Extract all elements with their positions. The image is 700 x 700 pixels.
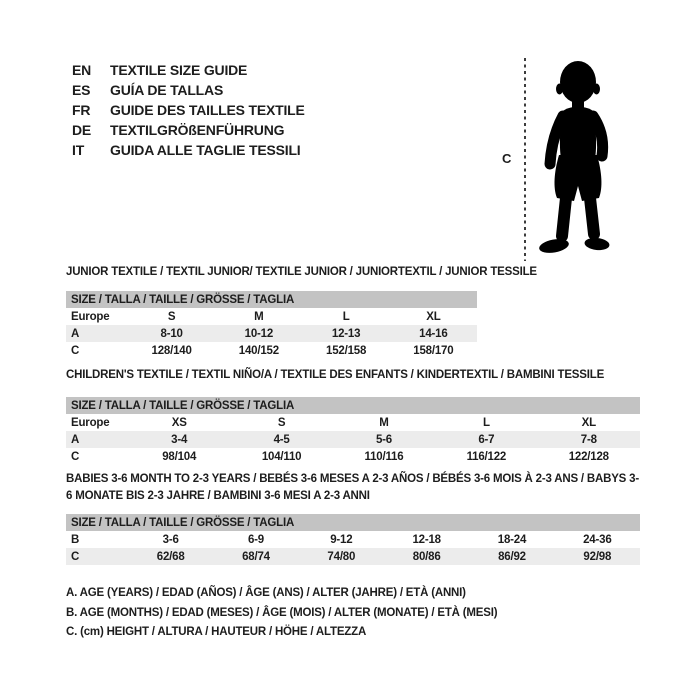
language-code: IT: [72, 142, 85, 158]
table-cell: XL: [581, 416, 596, 429]
table-cell: 18-24: [497, 533, 527, 546]
table-cell: 12-18: [412, 533, 441, 546]
language-row-it: [72, 140, 305, 160]
language-row-en: [72, 60, 305, 80]
table-cell: 80/86: [384, 548, 469, 565]
babies-size-table: [66, 514, 640, 565]
row-label: C: [66, 548, 128, 565]
row-label: Europe: [71, 416, 110, 429]
table-cell: 7-8: [538, 431, 640, 448]
table-row-europe: [66, 308, 477, 325]
note-c: C. (cm) HEIGHT / ALTURA / HAUTEUR / HÖHE / ALTEZZA: [66, 626, 367, 638]
row-label: Europe: [71, 310, 110, 323]
table-header-row: [66, 514, 640, 531]
section-title-junior: JUNIOR TEXTILE / TEXTIL JUNIOR/ TEXTILE JUNIOR / JUNIORTEXTIL / JUNIOR TESSILE: [66, 266, 537, 278]
section-title-babies: BABIES 3-6 MONTH TO 2-3 YEARS / BEBÉS 3-6 MESES A 2-3 AÑOS / BÉBÉS 3-6 MOIS À 2-3 ANS / BABYS 3-6 MONATE BIS 2-3 JAHRE / BAMBINI 3-6 MESI A 2-3 ANNI: [66, 473, 639, 502]
table-cell: 6-7: [435, 431, 537, 448]
table-cell: S: [167, 310, 176, 323]
table-row-europe: [66, 414, 640, 431]
height-measure-label: C: [502, 151, 512, 166]
table-cell: 98/104: [162, 450, 197, 463]
table-cell: 152/158: [326, 344, 367, 357]
table-cell: XS: [171, 416, 187, 429]
table-cell: 9-12: [330, 533, 353, 546]
legend-notes: [66, 584, 497, 643]
table-cell: 104/110: [261, 450, 302, 463]
table-cell: 86/92: [469, 548, 554, 565]
table-cell: 5-6: [333, 431, 435, 448]
table-row-age: [66, 325, 477, 342]
table-cell: 74/80: [299, 548, 384, 565]
table-cell: 10-12: [215, 325, 302, 342]
section-title-childrens: CHILDREN'S TEXTILE / TEXTIL NIÑO/A / TEXTILE DES ENFANTS / KINDERTEXTIL / BAMBINI TESSILE: [66, 369, 605, 381]
table-cell: 24-36: [583, 533, 612, 546]
table-cell: 128/140: [151, 344, 192, 357]
table-cell: M: [379, 416, 389, 429]
table-cell: 3-6: [162, 533, 179, 546]
table-cell: 4-5: [230, 431, 332, 448]
table-cell: 68/74: [213, 548, 298, 565]
language-code: EN: [72, 62, 92, 78]
language-text: GUIDE DES TAILLES TEXTILE: [110, 102, 305, 118]
language-text: TEXTILE SIZE GUIDE: [110, 62, 248, 78]
table-cell: 12-13: [303, 325, 390, 342]
row-label: B: [71, 533, 80, 546]
row-label: C: [71, 450, 80, 463]
table-cell: 62/68: [128, 548, 213, 565]
language-row-de: [72, 120, 305, 140]
childrens-size-table: [66, 397, 640, 465]
toddler-silhouette-icon: [534, 54, 626, 262]
table-header-row: [66, 397, 640, 414]
note-a: A. AGE (YEARS) / EDAD (AÑOS) / ÂGE (ANS) / ALTER (JAHRE) / ETÀ (ANNI): [66, 587, 466, 599]
table-cell: 92/98: [555, 548, 640, 565]
table-header: SIZE / TALLA / TAILLE / GRÖSSE / TAGLIA: [66, 397, 640, 414]
table-cell: XL: [426, 310, 441, 323]
row-label: A: [66, 431, 128, 448]
table-cell: L: [342, 310, 350, 323]
language-list: [72, 60, 305, 160]
language-code: DE: [72, 122, 92, 138]
table-cell: 8-10: [128, 325, 215, 342]
language-text: TEXTILGRÖßENFÜHRUNG: [110, 122, 285, 138]
table-cell: 14-16: [390, 325, 477, 342]
table-cell: 6-9: [247, 533, 264, 546]
language-row-es: [72, 80, 305, 100]
table-cell: 158/170: [413, 344, 454, 357]
table-cell: M: [254, 310, 264, 323]
table-header: SIZE / TALLA / TAILLE / GRÖSSE / TAGLIA: [66, 291, 477, 308]
table-row-height: [66, 342, 477, 359]
table-header: SIZE / TALLA / TAILLE / GRÖSSE / TAGLIA: [66, 514, 640, 531]
table-cell: 140/152: [238, 344, 279, 357]
height-measure-dashed-line: [524, 58, 526, 261]
table-row-age-months: [66, 531, 640, 548]
language-code: ES: [72, 82, 91, 98]
note-b: B. AGE (MONTHS) / EDAD (MESES) / ÂGE (MOIS) / ALTER (MONATE) / ETÀ (MESI): [66, 606, 498, 619]
table-cell: 116/122: [466, 450, 507, 463]
table-row-age: [66, 431, 640, 448]
language-text: GUIDA ALLE TAGLIE TESSILI: [110, 142, 301, 158]
table-row-height: [66, 448, 640, 465]
table-cell: S: [277, 416, 286, 429]
language-text: GUÍA DE TALLAS: [110, 82, 224, 98]
language-code: FR: [72, 102, 91, 118]
table-row-height: [66, 548, 640, 565]
table-cell: 110/116: [364, 450, 404, 463]
table-cell: 3-4: [128, 431, 230, 448]
row-label: A: [66, 325, 128, 342]
table-header-row: [66, 291, 477, 308]
junior-size-table: [66, 291, 477, 359]
language-row-fr: [72, 100, 305, 120]
row-label: C: [71, 344, 80, 357]
table-cell: L: [482, 416, 490, 429]
table-cell: 122/128: [568, 450, 609, 463]
